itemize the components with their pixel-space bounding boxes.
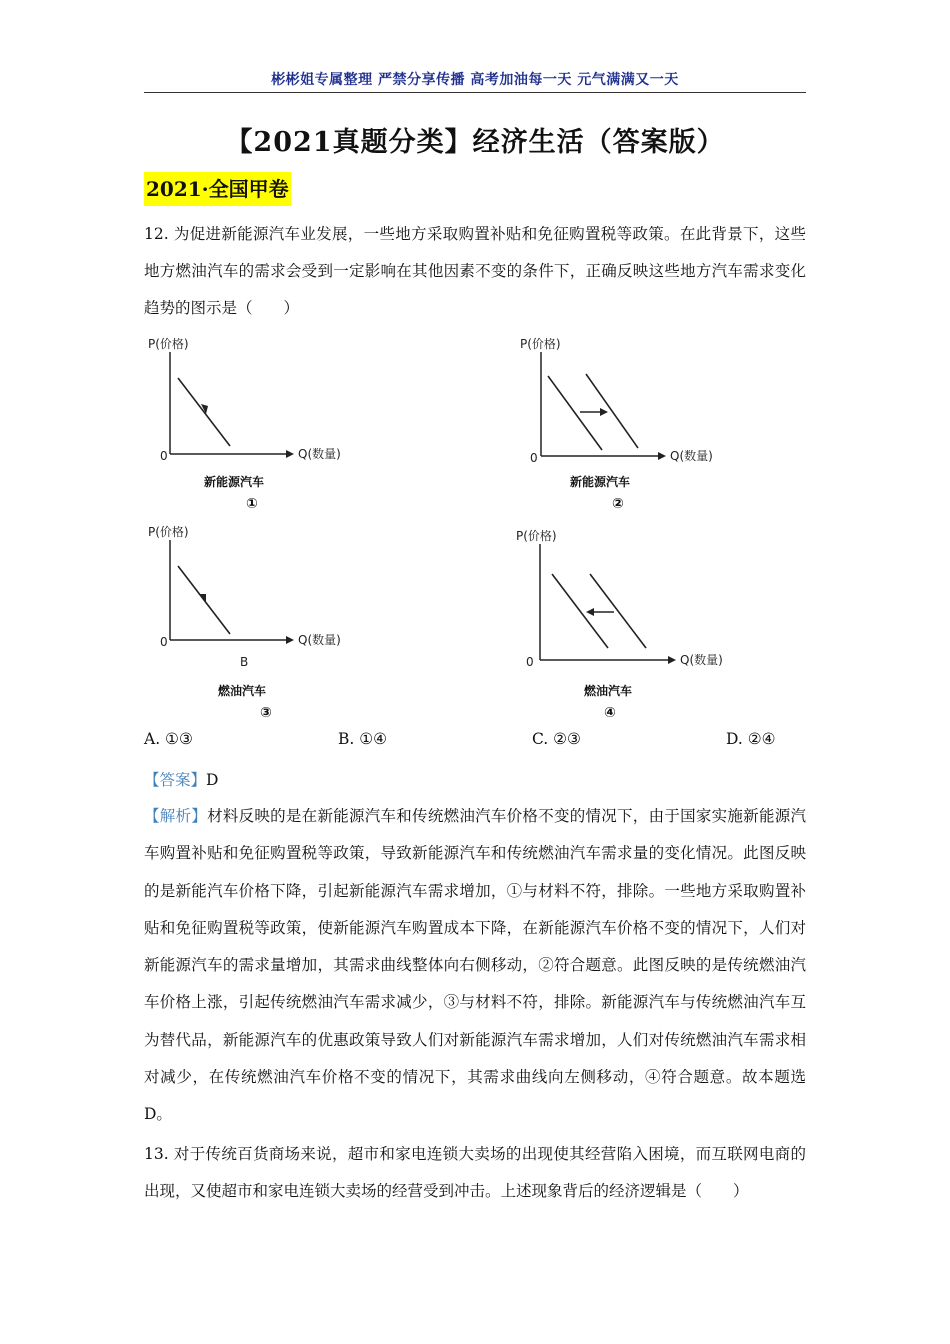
graph-1-xlabel: Q(数量)	[298, 447, 341, 461]
graph-3	[148, 518, 368, 728]
question-12-text: 12. 为促进新能源汽车业发展，一些地方采取购置补贴和免征购置税等政策。在此背景下，这些地方燃油汽车的需求会受到一定影响在其他因素不变的条件下，正确反映这些地方汽车需求变化趋势的图示是（ ）	[144, 225, 806, 317]
graph-2-svg	[518, 330, 748, 520]
graph-2-x-arrow	[658, 452, 666, 460]
graph-4	[512, 522, 752, 728]
analysis-tag: 【解析】	[144, 807, 208, 825]
graph-1-origin: 0	[160, 449, 168, 463]
option-c: C. ②③	[532, 730, 581, 748]
graph-4-svg	[512, 522, 752, 728]
graph-3-xlabel: Q(数量)	[298, 633, 341, 647]
graph-2-xlabel: Q(数量)	[670, 449, 713, 463]
graph-3-demand-curve	[178, 566, 230, 634]
graph-1-demand-curve	[178, 378, 230, 446]
graph-3-ylabel: P(价格)	[148, 525, 189, 539]
graph-4-x-arrow	[668, 656, 676, 664]
graph-2-original-curve	[548, 376, 602, 450]
graph-1-svg	[148, 330, 368, 520]
question-13-text: 13. 对于传统百货商场来说，超市和家电连锁大卖场的出现使其经营陷入困境，而互联网电商的出现，又使超市和家电连锁大卖场的经营受到冲击。上述现象背后的经济逻辑是（ ）	[144, 1145, 806, 1200]
graph-3-svg	[148, 518, 368, 728]
answer-tag: 【答案】	[144, 771, 207, 789]
graph-4-caption: 燃油汽车	[584, 684, 633, 698]
graph-3-extra-label: B	[240, 655, 249, 669]
graph-2-shift-arrow-head	[600, 408, 608, 416]
graph-4-shifted-curve	[552, 574, 608, 648]
section-label: 2021·全国甲卷	[144, 172, 291, 206]
graph-4-original-curve	[590, 574, 646, 648]
graph-4-number: ④	[604, 705, 616, 721]
answer-line	[144, 767, 218, 793]
graph-2-caption: 新能源汽车	[570, 475, 631, 489]
graph-4-origin: 0	[526, 655, 534, 669]
option-a: A. ①③	[144, 730, 193, 748]
analysis-text: 材料反映的是在新能源汽车和传统燃油汽车价格不变的情况下，由于国家实施新能源汽车购置补贴和免征购置税等政策，导致新能源汽车和传统燃油汽车需求量的变化情况。此图反映的是新能汽车价格下降，引起新能源汽车需求增加，①与材料不符，排除。一些地方采取购置补贴和免征购置税等政策，使新能源汽车购置成本下降，在新能源汽车价格不变的情况下，人们对新能源汽车的需求量增加，其需求曲线整体向右侧移动，②符合题意。此图反映的是传统燃油汽车价格上涨，引起传统燃油汽车需求减少，③与材料不符，排除。新能源汽车与传统燃油汽车互为替代品，新能源汽车的优惠政策导致人们对新能源汽车需求增加，人们对传统燃油汽车需求相对减少，在传统燃油汽车价格不变的情况下，其需求曲线向左侧移动，④符合题意。故本题选D。	[144, 807, 806, 1124]
answer-options	[144, 730, 806, 756]
graph-3-x-arrow	[286, 636, 294, 644]
graph-1-caption: 新能源汽车	[204, 475, 265, 489]
option-d: D. ②④	[726, 730, 776, 748]
graph-1	[148, 330, 368, 520]
graph-4-ylabel: P(价格)	[516, 529, 557, 543]
analysis-paragraph	[144, 798, 806, 1134]
option-b: B. ①④	[338, 730, 388, 748]
graph-1-ylabel: P(价格)	[148, 337, 189, 351]
graph-3-number: ③	[260, 705, 272, 721]
answer-value: D	[206, 771, 219, 789]
graph-1-number: ①	[246, 496, 258, 512]
graph-2-origin: 0	[530, 451, 538, 465]
graph-3-origin: 0	[160, 635, 168, 649]
graph-2	[518, 330, 748, 520]
graph-4-shift-arrow-head	[586, 608, 594, 616]
graph-1-x-arrow	[286, 450, 294, 458]
page-header: 彬彬姐专属整理 严禁分享传播 高考加油每一天 元气满满又一天	[144, 68, 806, 93]
page-title: 【2021真题分类】经济生活（答案版）	[225, 127, 725, 158]
graph-2-ylabel: P(价格)	[520, 337, 561, 351]
graph-2-number: ②	[612, 496, 624, 512]
graph-2-shifted-curve	[586, 374, 638, 448]
graph-3-caption: 燃油汽车	[218, 684, 267, 698]
graph-4-xlabel: Q(数量)	[680, 653, 723, 667]
